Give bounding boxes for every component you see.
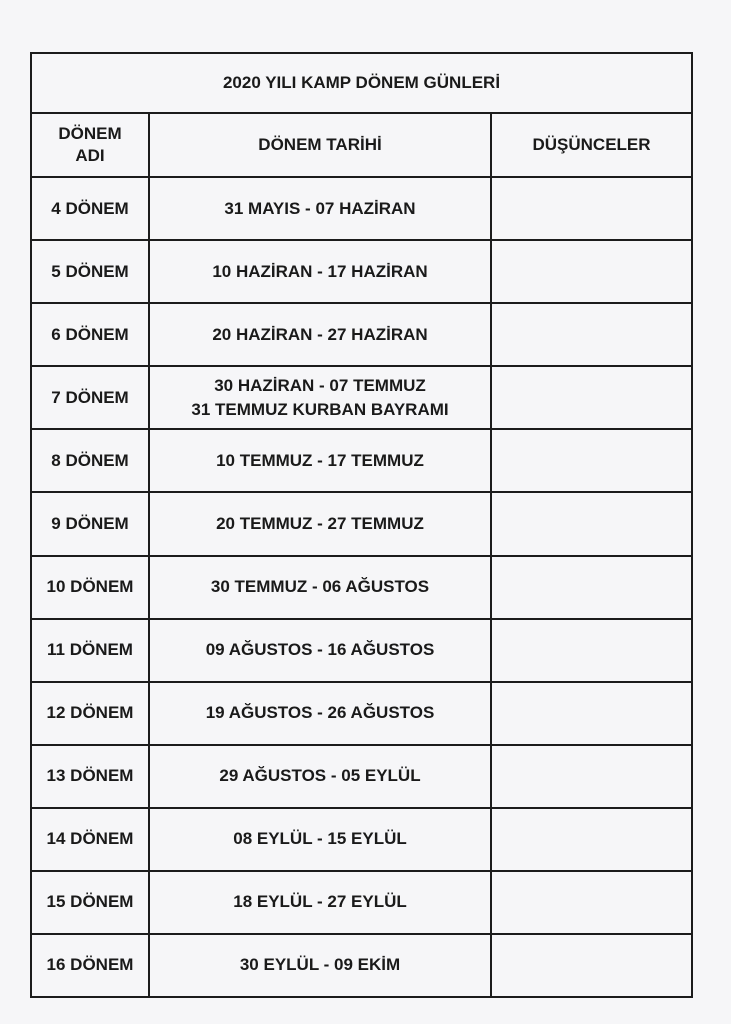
table-row: [31, 366, 692, 429]
period-date-cell: [149, 682, 491, 745]
period-name-cell: 11 DÖNEM: [31, 619, 149, 682]
header-period-name-line2: ADI: [75, 146, 105, 166]
table-row: [31, 429, 692, 492]
period-date-cell: [149, 366, 491, 429]
period-date-cell: [149, 556, 491, 619]
header-row: [31, 113, 692, 177]
period-date-cell: [149, 619, 491, 682]
notes-cell: [491, 619, 692, 682]
table-row: [31, 682, 692, 745]
table-row: [31, 745, 692, 808]
notes-cell: [491, 240, 692, 303]
period-name-cell: 15 DÖNEM: [31, 871, 149, 934]
period-date-text: 20 TEMMUZ - 27 TEMMUZ: [216, 513, 424, 533]
notes-cell: [491, 871, 692, 934]
period-name-cell: 9 DÖNEM: [31, 492, 149, 555]
notes-cell: [491, 177, 692, 240]
period-name-cell: 14 DÖNEM: [31, 808, 149, 871]
period-date-cell: [149, 303, 491, 366]
table-row: [31, 556, 692, 619]
table-row: [31, 934, 692, 997]
period-date-cell: [149, 429, 491, 492]
period-date-text: 19 AĞUSTOS - 26 AĞUSTOS: [205, 703, 435, 723]
period-name-cell: 4 DÖNEM: [31, 177, 149, 240]
notes-cell: [491, 492, 692, 555]
notes-cell: [491, 429, 692, 492]
period-date-text: 10 HAZİRAN - 17 HAZİRAN: [212, 261, 428, 281]
period-date-text: 30 HAZİRAN - 07 TEMMUZ: [214, 375, 426, 395]
period-date-text: 09 AĞUSTOS - 16 AĞUSTOS: [205, 640, 435, 660]
notes-cell: [491, 682, 692, 745]
period-date-cell: [149, 177, 491, 240]
period-date-cell: [149, 745, 491, 808]
period-date-cell: [149, 492, 491, 555]
period-date-text: 30 EYLÜL - 09 EKİM: [239, 955, 401, 975]
header-period-date: DÖNEM TARİHİ: [149, 113, 491, 177]
period-name-cell: 13 DÖNEM: [31, 745, 149, 808]
title-row: [31, 53, 692, 113]
period-name-cell: 16 DÖNEM: [31, 934, 149, 997]
notes-cell: [491, 303, 692, 366]
period-date-cell: [149, 934, 491, 997]
notes-cell: [491, 745, 692, 808]
table-row: [31, 619, 692, 682]
period-date-cell: [149, 871, 491, 934]
notes-cell: [491, 556, 692, 619]
table-row: [31, 240, 692, 303]
header-period-name-line1: DÖNEM: [58, 124, 122, 144]
period-name-cell: 6 DÖNEM: [31, 303, 149, 366]
period-name-cell: 12 DÖNEM: [31, 682, 149, 745]
header-period-name: [31, 113, 149, 177]
period-date-note: 31 TEMMUZ KURBAN BAYRAMI: [191, 399, 449, 419]
period-date-cell: [149, 240, 491, 303]
period-date-text: 18 EYLÜL - 27 EYLÜL: [233, 892, 407, 912]
period-name-cell: 5 DÖNEM: [31, 240, 149, 303]
period-name-cell: 8 DÖNEM: [31, 429, 149, 492]
header-notes: DÜŞÜNCELER: [491, 113, 692, 177]
period-name-cell: 7 DÖNEM: [31, 366, 149, 429]
table-row: [31, 871, 692, 934]
notes-cell: [491, 934, 692, 997]
camp-schedule-table: [30, 52, 693, 998]
table-row: [31, 177, 692, 240]
notes-cell: [491, 366, 692, 429]
period-date-text: 08 EYLÜL - 15 EYLÜL: [233, 829, 407, 849]
period-date-text: 31 MAYIS - 07 HAZİRAN: [224, 198, 416, 218]
period-date-text: 29 AĞUSTOS - 05 EYLÜL: [219, 766, 421, 786]
period-date-cell: [149, 808, 491, 871]
period-name-cell: 10 DÖNEM: [31, 556, 149, 619]
period-date-text: 30 TEMMUZ - 06 AĞUSTOS: [210, 577, 430, 597]
table-row: [31, 303, 692, 366]
notes-cell: [491, 808, 692, 871]
table-title: 2020 YILI KAMP DÖNEM GÜNLERİ: [31, 53, 692, 113]
table-row: [31, 808, 692, 871]
table-row: [31, 492, 692, 555]
period-date-text: 10 TEMMUZ - 17 TEMMUZ: [216, 450, 424, 470]
period-date-text: 20 HAZİRAN - 27 HAZİRAN: [212, 324, 428, 344]
